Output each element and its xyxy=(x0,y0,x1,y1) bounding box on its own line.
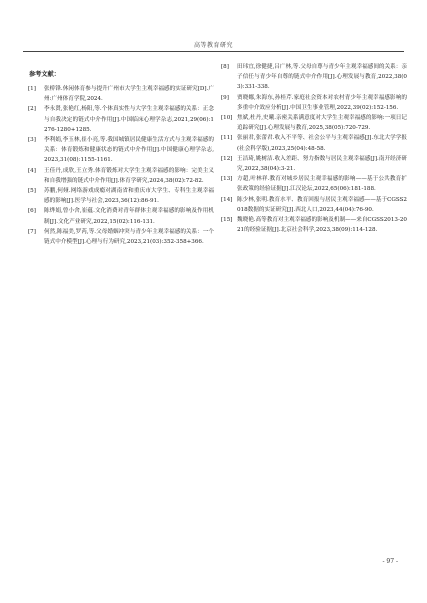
reference-text: 陈少林,张明.教育水平、教育回报与居民主观幸福感——基于CGSS2018数据的实证研究[J].西北人口,2023,44(04):76-90. xyxy=(237,196,407,213)
reference-number: [12] xyxy=(221,155,233,162)
reference-number: [14] xyxy=(221,196,233,203)
reference-text: 王洁琦,姚树洁.收入差距、努力指数与居民主观幸福感[J].南开经济研究,2022,38(04):3-21. xyxy=(237,155,407,173)
reference-number: [11] xyxy=(221,135,233,142)
references-right-column xyxy=(221,62,407,235)
reference-text: 何然,陈福美,罗芮,等.父母婚姻冲突与青少年主观幸福感的关系：一个链式中介模型[J].心理与行为研究,2023,21(03):352-358+366. xyxy=(44,228,214,246)
reference-number: [10] xyxy=(221,115,233,122)
reference-item xyxy=(28,104,214,135)
reference-item xyxy=(221,133,407,153)
reference-text: 陈烨娟,曾小舍,崔蕴.文化消费对青年群体主观幸福感的影响及作用机制[J].文化产业研究,2022,15(02):116-131. xyxy=(44,208,214,225)
reference-text: 苏鹏,何娅.网络游戏成瘾对湖南省和重庆市大学生、专科生主观幸福感的影响[J].医学与社会,2023,36(12):86-91. xyxy=(44,188,214,205)
reference-item xyxy=(28,84,214,104)
reference-item xyxy=(28,186,214,206)
reference-item xyxy=(221,174,407,194)
reference-number: [5] xyxy=(28,188,36,195)
reference-number: [3] xyxy=(28,137,36,144)
reference-item xyxy=(221,113,407,133)
reference-text: 李利娟,李玉林,崔小亮,等.我国城镇居民健康生活方式与主观幸福感的关系：体育锻炼和健康状态的链式中介作用[J].中国健康心理学杂志,2023,31(08):1155-1161. xyxy=(44,137,214,164)
reference-item xyxy=(221,215,407,235)
header-divider xyxy=(23,51,404,52)
reference-item xyxy=(221,195,407,215)
reference-item xyxy=(221,93,407,113)
reference-text: 焦斌,杜丹,史曦.亲密关系满意度对大学生主观幸福感的影响:一项日记追踪研究[J].心理发展与教育,2025,38(05):720-729. xyxy=(237,115,407,132)
reference-text: 方超,叶林祥.教育对城乡居民主观幸福感的影响——基于公共教育扩张政策的经验证据[J].江汉论坛,2022,65(06):181-188. xyxy=(237,176,407,193)
journal-header-title: 高等教育研究 xyxy=(193,42,233,49)
reference-item xyxy=(221,154,407,174)
reference-number: [8] xyxy=(221,64,229,70)
page-number: - 97 - xyxy=(382,558,398,565)
reference-item xyxy=(28,227,214,247)
reference-text: 李永贤,张艳红,杨阳,等.个体真实性与大学生主观幸福感的关系：正念与自我决定的链式中介作用[J].中国临床心理学杂志,2021,29(06):1276-1280+1285. xyxy=(44,106,214,133)
reference-text: 张丽君,张蕾君.收入不平等、社会公平与主观幸福感[J].东北大学学报(社会科学版),2023,25(04):48-58. xyxy=(237,135,407,152)
reference-item xyxy=(28,166,214,186)
references-heading: 参考文献： xyxy=(29,71,60,78)
reference-text: 张桥锋.休闲体育参与提升广州市大学生主观幸福感的实证研究[D].广州:广州体育学院,2024. xyxy=(44,86,214,103)
reference-item xyxy=(221,62,407,93)
reference-number: [2] xyxy=(28,106,36,113)
reference-number: [13] xyxy=(221,176,233,183)
reference-text: 魏晓艳.高等教育对主观幸福感的影响及机制——来自CGSS2013-2021的经验证据[J].北京社会科学,2023,38(09):114-128. xyxy=(237,217,407,234)
reference-number: [6] xyxy=(28,208,36,215)
references-left-column xyxy=(28,62,214,247)
reference-number: [7] xyxy=(28,228,36,235)
reference-item xyxy=(28,135,214,166)
reference-number: [9] xyxy=(221,94,229,101)
reference-number: [4] xyxy=(28,167,36,174)
reference-item xyxy=(28,206,214,226)
reference-text: 田玮宜,徐健捷,吕广林,等.父母自尊与青少年主观幸福感间的关系：亲子信任与青少年自尊的链式中介作用[J].心理发展与教育,2022,38(03):331-338. xyxy=(237,64,407,91)
reference-text: 王佳丹,成欣,王立秀.体育锻炼对大学生主观幸福感的影响：完美主义和自我增强的链式中介作用[J].体育学研究,2024,38(02):72-82. xyxy=(44,167,214,184)
reference-number: [15] xyxy=(221,217,233,224)
reference-text: 贾晓娜,朱海东,孙桂芹.家庭社会资本对农村青少年主观幸福感影响的多重中介效应分析[J].中国卫生事业管理,2022,39(02):152-156. xyxy=(237,94,407,111)
reference-number: [1] xyxy=(28,86,36,92)
